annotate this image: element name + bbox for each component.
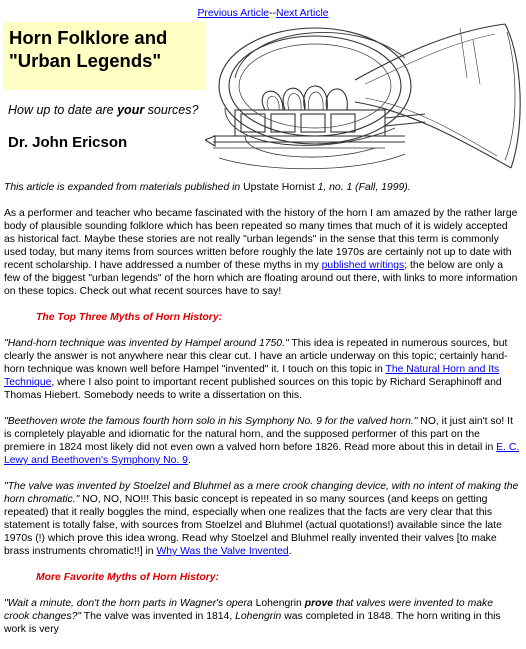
next-article-link[interactable]: Next Article (275, 8, 329, 19)
intro-paragraph (4, 207, 520, 298)
myth-text-valve-a: NO, NO, NO!!! This basic concept is repeated in so many sources (and keeps on getting repeated) that it really boggles the mind, especially when one realizes that the facts are very clear that this statement is totally false, with sources from Stoelzel and Bluhmel (actual quotations!) available since the late 1970s (!) which prove this idea wrong. Read why Stoelzel and Bluhmel really invented their valves [to make brass instruments chromatic!!] in (4, 494, 502, 557)
intro-paragraph-a: As a performer and teacher who became fascinated with the history of the horn I am amazed by the rather large body of plausible sounding folklore which has been repeated so many times that much of it is widely accepted as historical fact. Maybe these stories are not really "urban legends" in the sense that this term is commonly used today, but many items from sources written before roughly the late 1970s are certainly not up to date with recent scholarship. I have addressed a number of these myths in my (4, 208, 518, 271)
myth-text-valve-b: . (288, 546, 292, 557)
lohengrin-quote-prove: prove (304, 598, 334, 609)
previous-article-link[interactable]: Previous Article (197, 8, 270, 19)
published-writings-link[interactable]: published writings (321, 260, 405, 271)
subtitle-part-a: How up to date are (8, 103, 118, 117)
intro-note-journal: Upstate Hornist (243, 182, 315, 193)
subtitle-part-c: sources? (144, 103, 199, 117)
why-valve-invented-link[interactable]: Why Was the Valve Invented (156, 546, 289, 557)
lohengrin-quote-opera: Lohengrin (255, 598, 302, 609)
lewy-beethoven-link[interactable]: E. C. Lewy and Beethoven's Symphony No. 9 (4, 442, 520, 466)
myth-paragraph-hampel (4, 337, 520, 402)
myth-text-lohengrin-opera: Lohengrin (235, 611, 282, 622)
myth-paragraph-lohengrin (4, 597, 520, 636)
page-title (3, 22, 205, 72)
myth-quote-beethoven: "Beethoven wrote the famous fourth horn solo in his Symphony No. 9 for the valved horn." (4, 416, 418, 427)
myth-text-lohengrin-c: was completed in 1848. The horn writing in this work is very (4, 611, 501, 635)
myth-text-beethoven-b: . (187, 455, 191, 466)
myth-text-lohengrin-a: The valve was invented in 1814, (81, 611, 236, 622)
natural-horn-technique-link[interactable]: The Natural Horn and Its Technique (4, 364, 500, 388)
myth-quote-hampel: "Hand-horn technique was invented by Hampel around 1750." (4, 338, 289, 349)
intro-note (4, 181, 520, 194)
myth-paragraph-valve (4, 480, 520, 558)
lohengrin-quote-1: "Wait a minute, don't the horn parts in Wagner's opera (4, 598, 256, 609)
section-heading-more-myths: More Favorite Myths of Horn History: (36, 572, 220, 583)
intro-note-a: This article is expanded from materials published in (4, 182, 244, 193)
myth-paragraph-beethoven (4, 415, 520, 467)
article-body (4, 181, 520, 649)
myth-text-hampel-b: , where I also point to important recent published sources on this topic by Richard Seraphinoff and Thomas Hiebert. Somebody needs to write a dissertation on this. (4, 377, 502, 401)
myth-quote-valve: "The valve was invented by Stoelzel and Bluhmel as a mere crook changing device, with no intent of making the horn chromatic." (4, 481, 519, 505)
title-box (3, 22, 205, 90)
subtitle (8, 104, 198, 117)
intro-note-c: 1, no. 1 (Fall, 1999). (314, 182, 411, 193)
author-name: Dr. John Ericson (8, 134, 128, 151)
myth-text-beethoven-a: NO, it just ain't so! It is completely playable and idiomatic for the natural horn, and the supposed performer of this part on the premiere in 1824 most likely did not even own a valved horn before 1826. Read more about this in detail in (4, 416, 513, 453)
section-heading-top-three: The Top Three Myths of Horn History: (36, 312, 223, 323)
nav-separator: -- (269, 8, 276, 19)
title-line-2: "Urban Legends" (9, 50, 162, 71)
horn-drawing-icon (205, 18, 521, 174)
myth-text-hampel-a: This idea is repeated in numerous sources, but clearly the answer is not anywhere near this clear cut. I have an article underway on this topic; certainly hand-horn technique was known well before Hampel "invented" it. I touch on this topic in (4, 338, 508, 375)
subtitle-emphasis: your (117, 103, 145, 117)
title-line-1: Horn Folklore and (9, 27, 168, 48)
intro-paragraph-b: ; the below are only a few of the biggest "urban legends" of the horn which are floating around out there, with links to more information on these topics. Check out what recent sources have to say! (4, 260, 518, 297)
lohengrin-quote-5: that valves were invented to make crook changes?" (4, 598, 493, 622)
